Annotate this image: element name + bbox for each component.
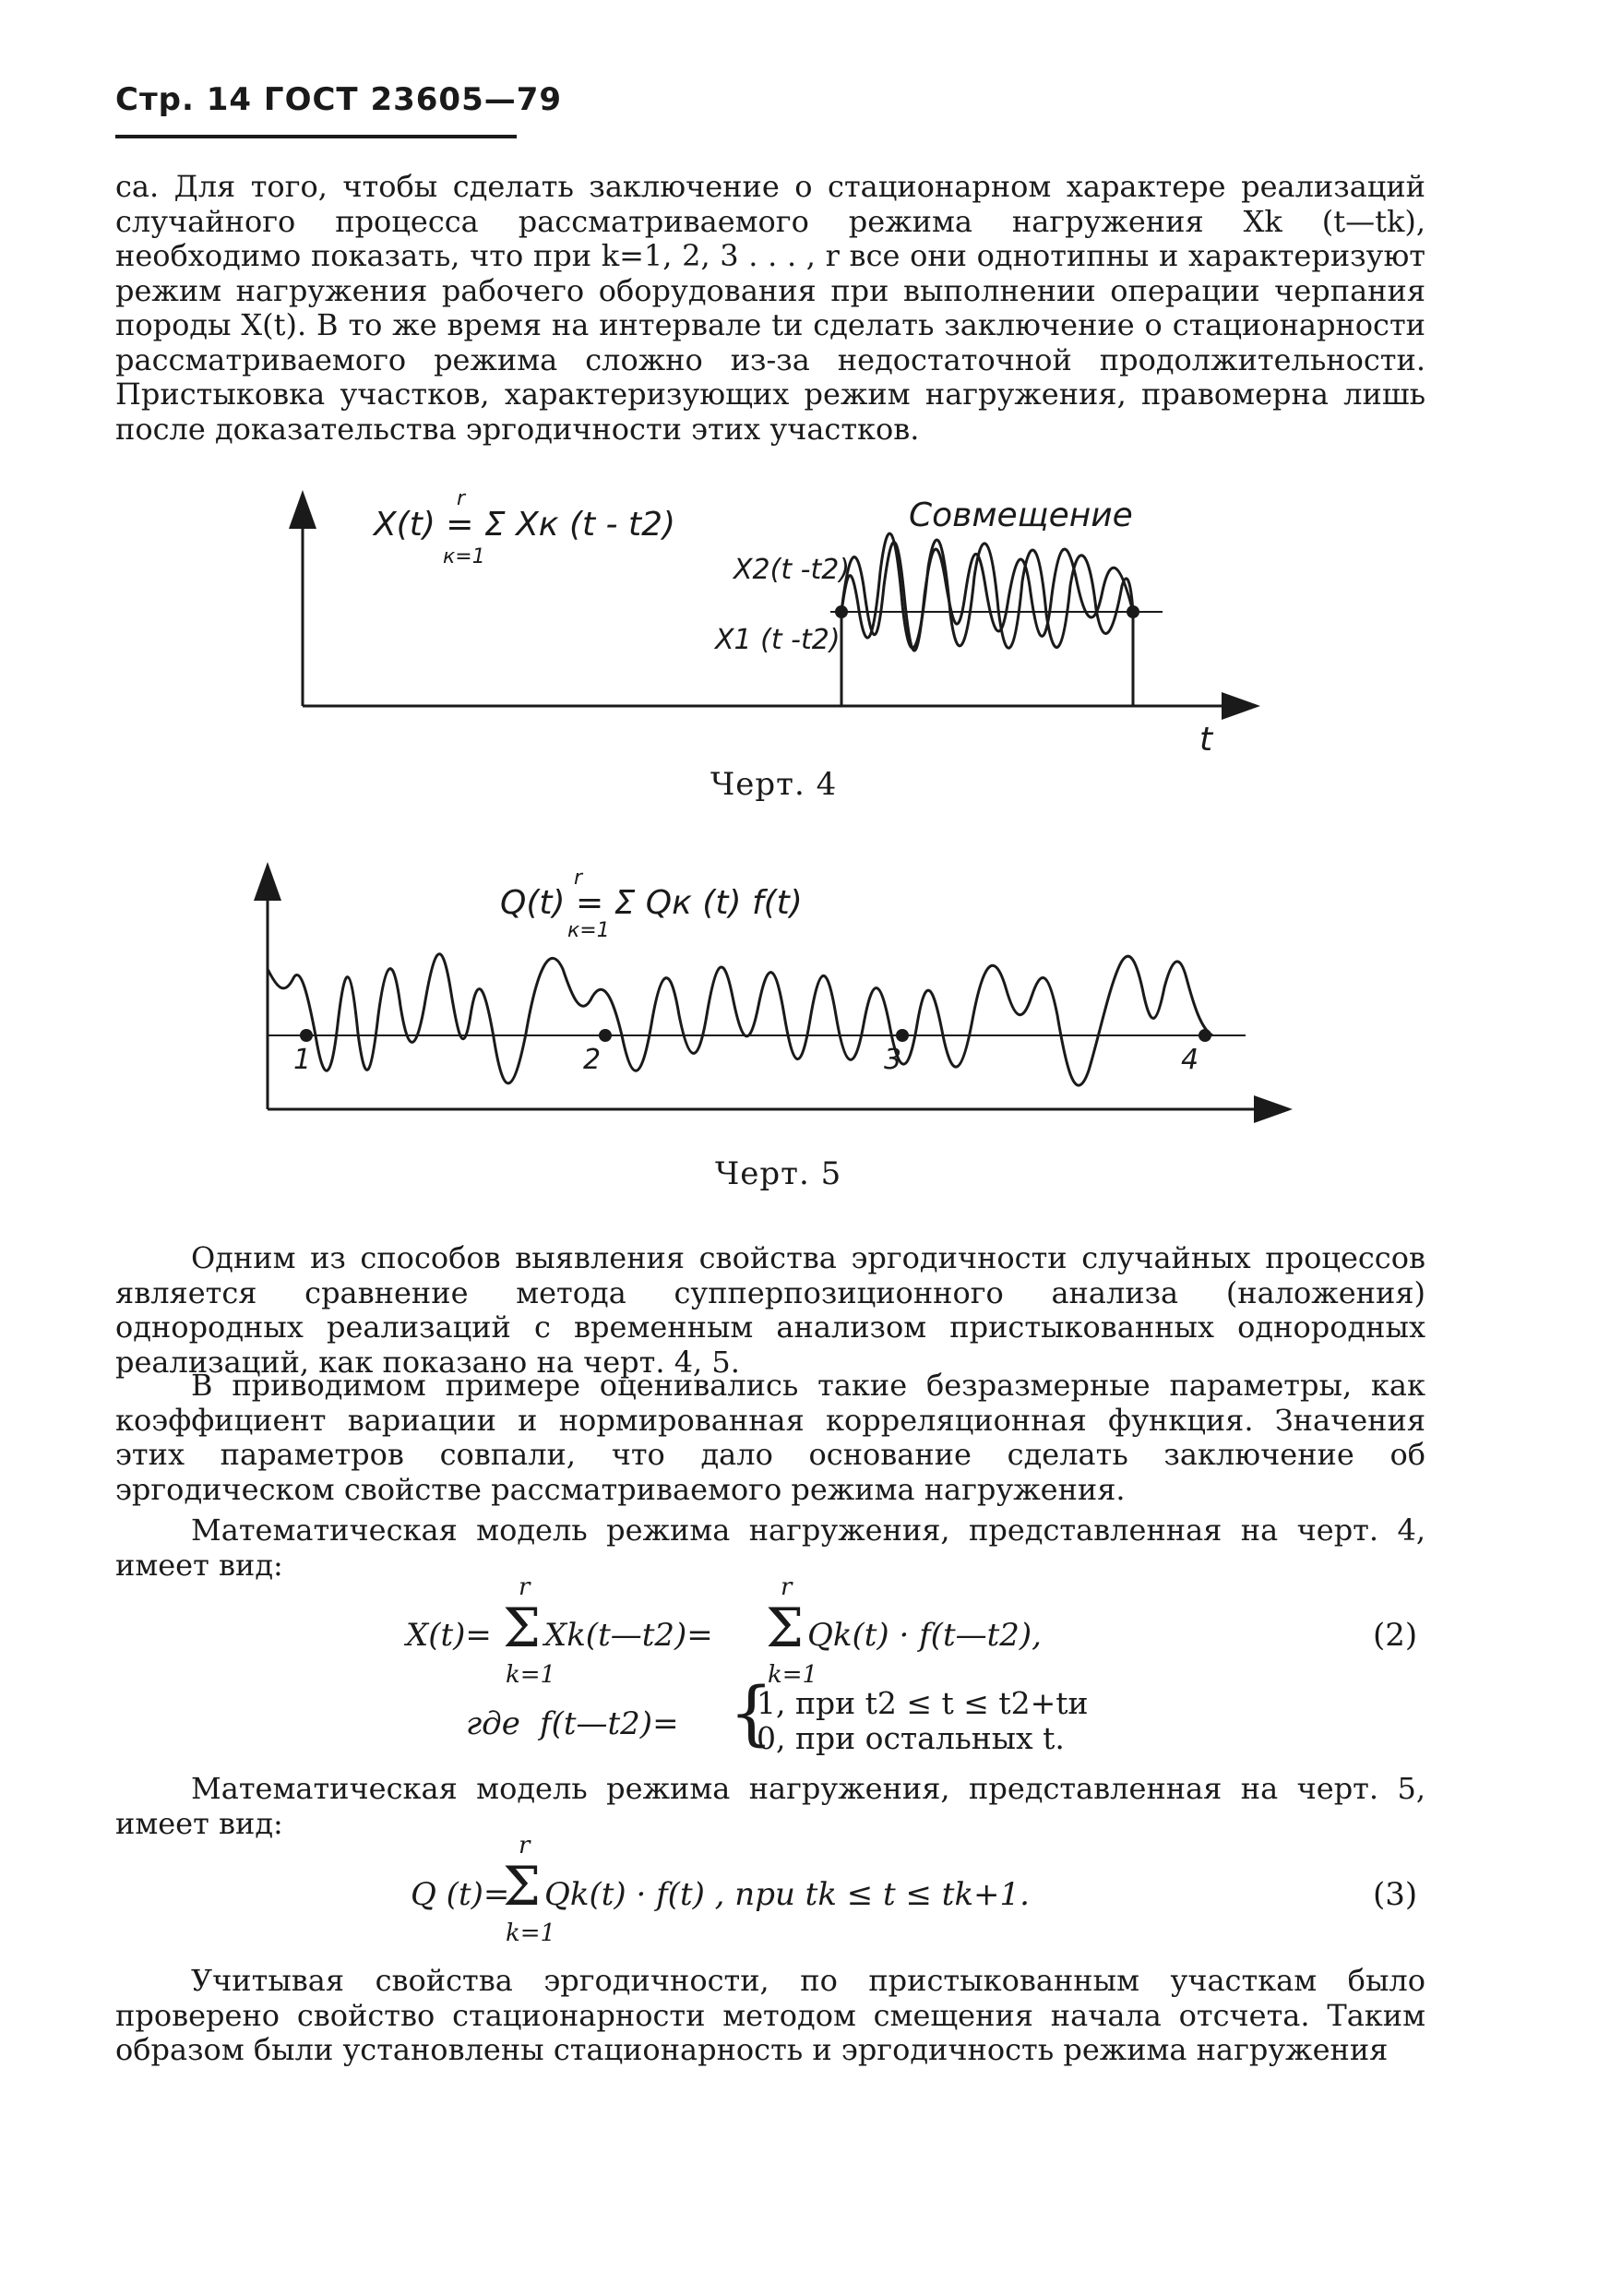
eq2-where: где bbox=[466, 1705, 520, 1742]
fig4-formula: X(t) = Σ Xк (t - t2) bbox=[374, 506, 676, 544]
fig5-point-4 bbox=[1199, 1029, 1211, 1042]
fig5-formula: Q(t) = Σ Qк (t) f(t) bbox=[500, 884, 803, 922]
fig5-point-label-1: 1 bbox=[293, 1044, 312, 1076]
fig5-sum-lower: к=1 bbox=[567, 919, 610, 942]
eq2-brace: { bbox=[729, 1671, 774, 1753]
fig4-sum-lower: к=1 bbox=[443, 545, 485, 568]
fig4-point-start bbox=[835, 605, 848, 618]
eq3-sum: Σ bbox=[503, 1855, 542, 1918]
paragraph-conclusion: Учитывая свойства эргодичности, по пристыкованным участкам было проверено свойство стационарности методом смещения начала отсчета. Таким образом были установлены стационарность и эргодичность режима нагружения bbox=[115, 1963, 1425, 2067]
fig4-axis-t: t bbox=[1199, 721, 1213, 759]
fig5-sum-upper: r bbox=[574, 867, 583, 890]
figure-4 bbox=[277, 484, 1292, 761]
eq2-f-def: f(t—t2)= bbox=[540, 1705, 679, 1742]
fig4-label-x2: X2(t -t2) bbox=[733, 554, 851, 586]
fig5-point-1 bbox=[300, 1029, 313, 1042]
eq2-sum-2-upper: r bbox=[781, 1573, 793, 1601]
eq3-sum-upper: r bbox=[519, 1832, 531, 1860]
fig4-overlay-label: Совмещение bbox=[909, 496, 1133, 534]
eq2-case-2: 0, при остальных t. bbox=[757, 1720, 1065, 1756]
fig4-signal-1 bbox=[841, 543, 1133, 652]
figure-5 bbox=[249, 858, 1301, 1135]
fig5-point-2 bbox=[599, 1029, 612, 1042]
page-header: Стр. 14 ГОСТ 23605—79 bbox=[115, 81, 563, 118]
eq2-sum-2: Σ bbox=[766, 1596, 805, 1659]
eq2-sum-2-lower: k=1 bbox=[768, 1661, 818, 1689]
paragraph-example: В приводимом примере оценивались такие безразмерные параметры, как коэффициент вариации и нормированная корреляционная функция. Значения этих параметров совпали, что дало основание сделать заключение об эргодическом свойстве рассматриваемого режима нагружения. bbox=[115, 1368, 1425, 1507]
eq2-term-2: Qk(t) · f(t—t2), bbox=[807, 1617, 1042, 1654]
eq2-number: (2) bbox=[1373, 1617, 1418, 1654]
fig5-point-label-4: 4 bbox=[1181, 1044, 1199, 1076]
eq3-lhs: Q (t)= bbox=[411, 1876, 510, 1913]
fig4-point-end bbox=[1127, 605, 1139, 618]
paragraph-intro: са. Для того, чтобы сделать заключение о стационарном характере реализаций случайного процесса рассматриваемого режима нагружения Xk (t—tk), необходимо показать, что при k=1, 2, 3 . . . , r все они однотипны и характеризуют режим нагружения рабочего оборудования при выполнении операции черпания породы X(t). В то же время на интервале tи сделать заключение о стационарности рассматриваемого режима сложно из-за недостаточной продолжительности. Пристыковка участков, характеризующих режим нагружения, правомерна лишь после доказательства эргодичности этих участков. bbox=[115, 169, 1425, 447]
fig5-signal bbox=[268, 954, 1212, 1085]
paragraph-model-5: Математическая модель режима нагружения, представленная на черт. 5, имеет вид: bbox=[115, 1771, 1425, 1841]
fig4-sum-upper: r bbox=[457, 487, 466, 510]
paragraph-ergodicity: Одним из способов выявления свойства эргодичности случайных процессов является сравнение метода супперпозиционного анализа (наложения) однородных реализаций с временным анализом пристыкованных однородных реализаций, как показано на черт. 4, 5. bbox=[115, 1240, 1425, 1380]
eq3-sum-lower: k=1 bbox=[506, 1919, 556, 1947]
eq2-case-1: 1, при t2 ≤ t ≤ t2+tи bbox=[757, 1685, 1089, 1721]
paragraph-model-4: Математическая модель режима нагружения, представленная на черт. 4, имеет вид: bbox=[115, 1513, 1425, 1583]
figure-4-plot bbox=[277, 484, 1292, 761]
fig5-point-3 bbox=[896, 1029, 909, 1042]
figure-4-caption: Черт. 4 bbox=[710, 766, 838, 803]
eq3-number: (3) bbox=[1373, 1876, 1418, 1913]
fig5-point-label-2: 2 bbox=[583, 1044, 602, 1076]
eq3-term: Qk(t) · f(t) , при tk ≤ t ≤ tk+1. bbox=[544, 1876, 1030, 1913]
eq2-term-1: Xk(t—t2)= bbox=[544, 1617, 713, 1654]
eq2-sum-1-lower: k=1 bbox=[506, 1661, 556, 1689]
figure-5-plot bbox=[249, 858, 1301, 1135]
eq2-lhs: X(t)= bbox=[406, 1617, 492, 1654]
eq2-sum-1-upper: r bbox=[519, 1573, 531, 1601]
header-rule bbox=[115, 135, 517, 138]
figure-5-caption: Черт. 5 bbox=[715, 1155, 842, 1192]
fig5-point-label-3: 3 bbox=[884, 1044, 902, 1076]
fig4-label-x1: X1 (t -t2) bbox=[715, 624, 841, 656]
eq2-sum-1: Σ bbox=[503, 1596, 542, 1659]
